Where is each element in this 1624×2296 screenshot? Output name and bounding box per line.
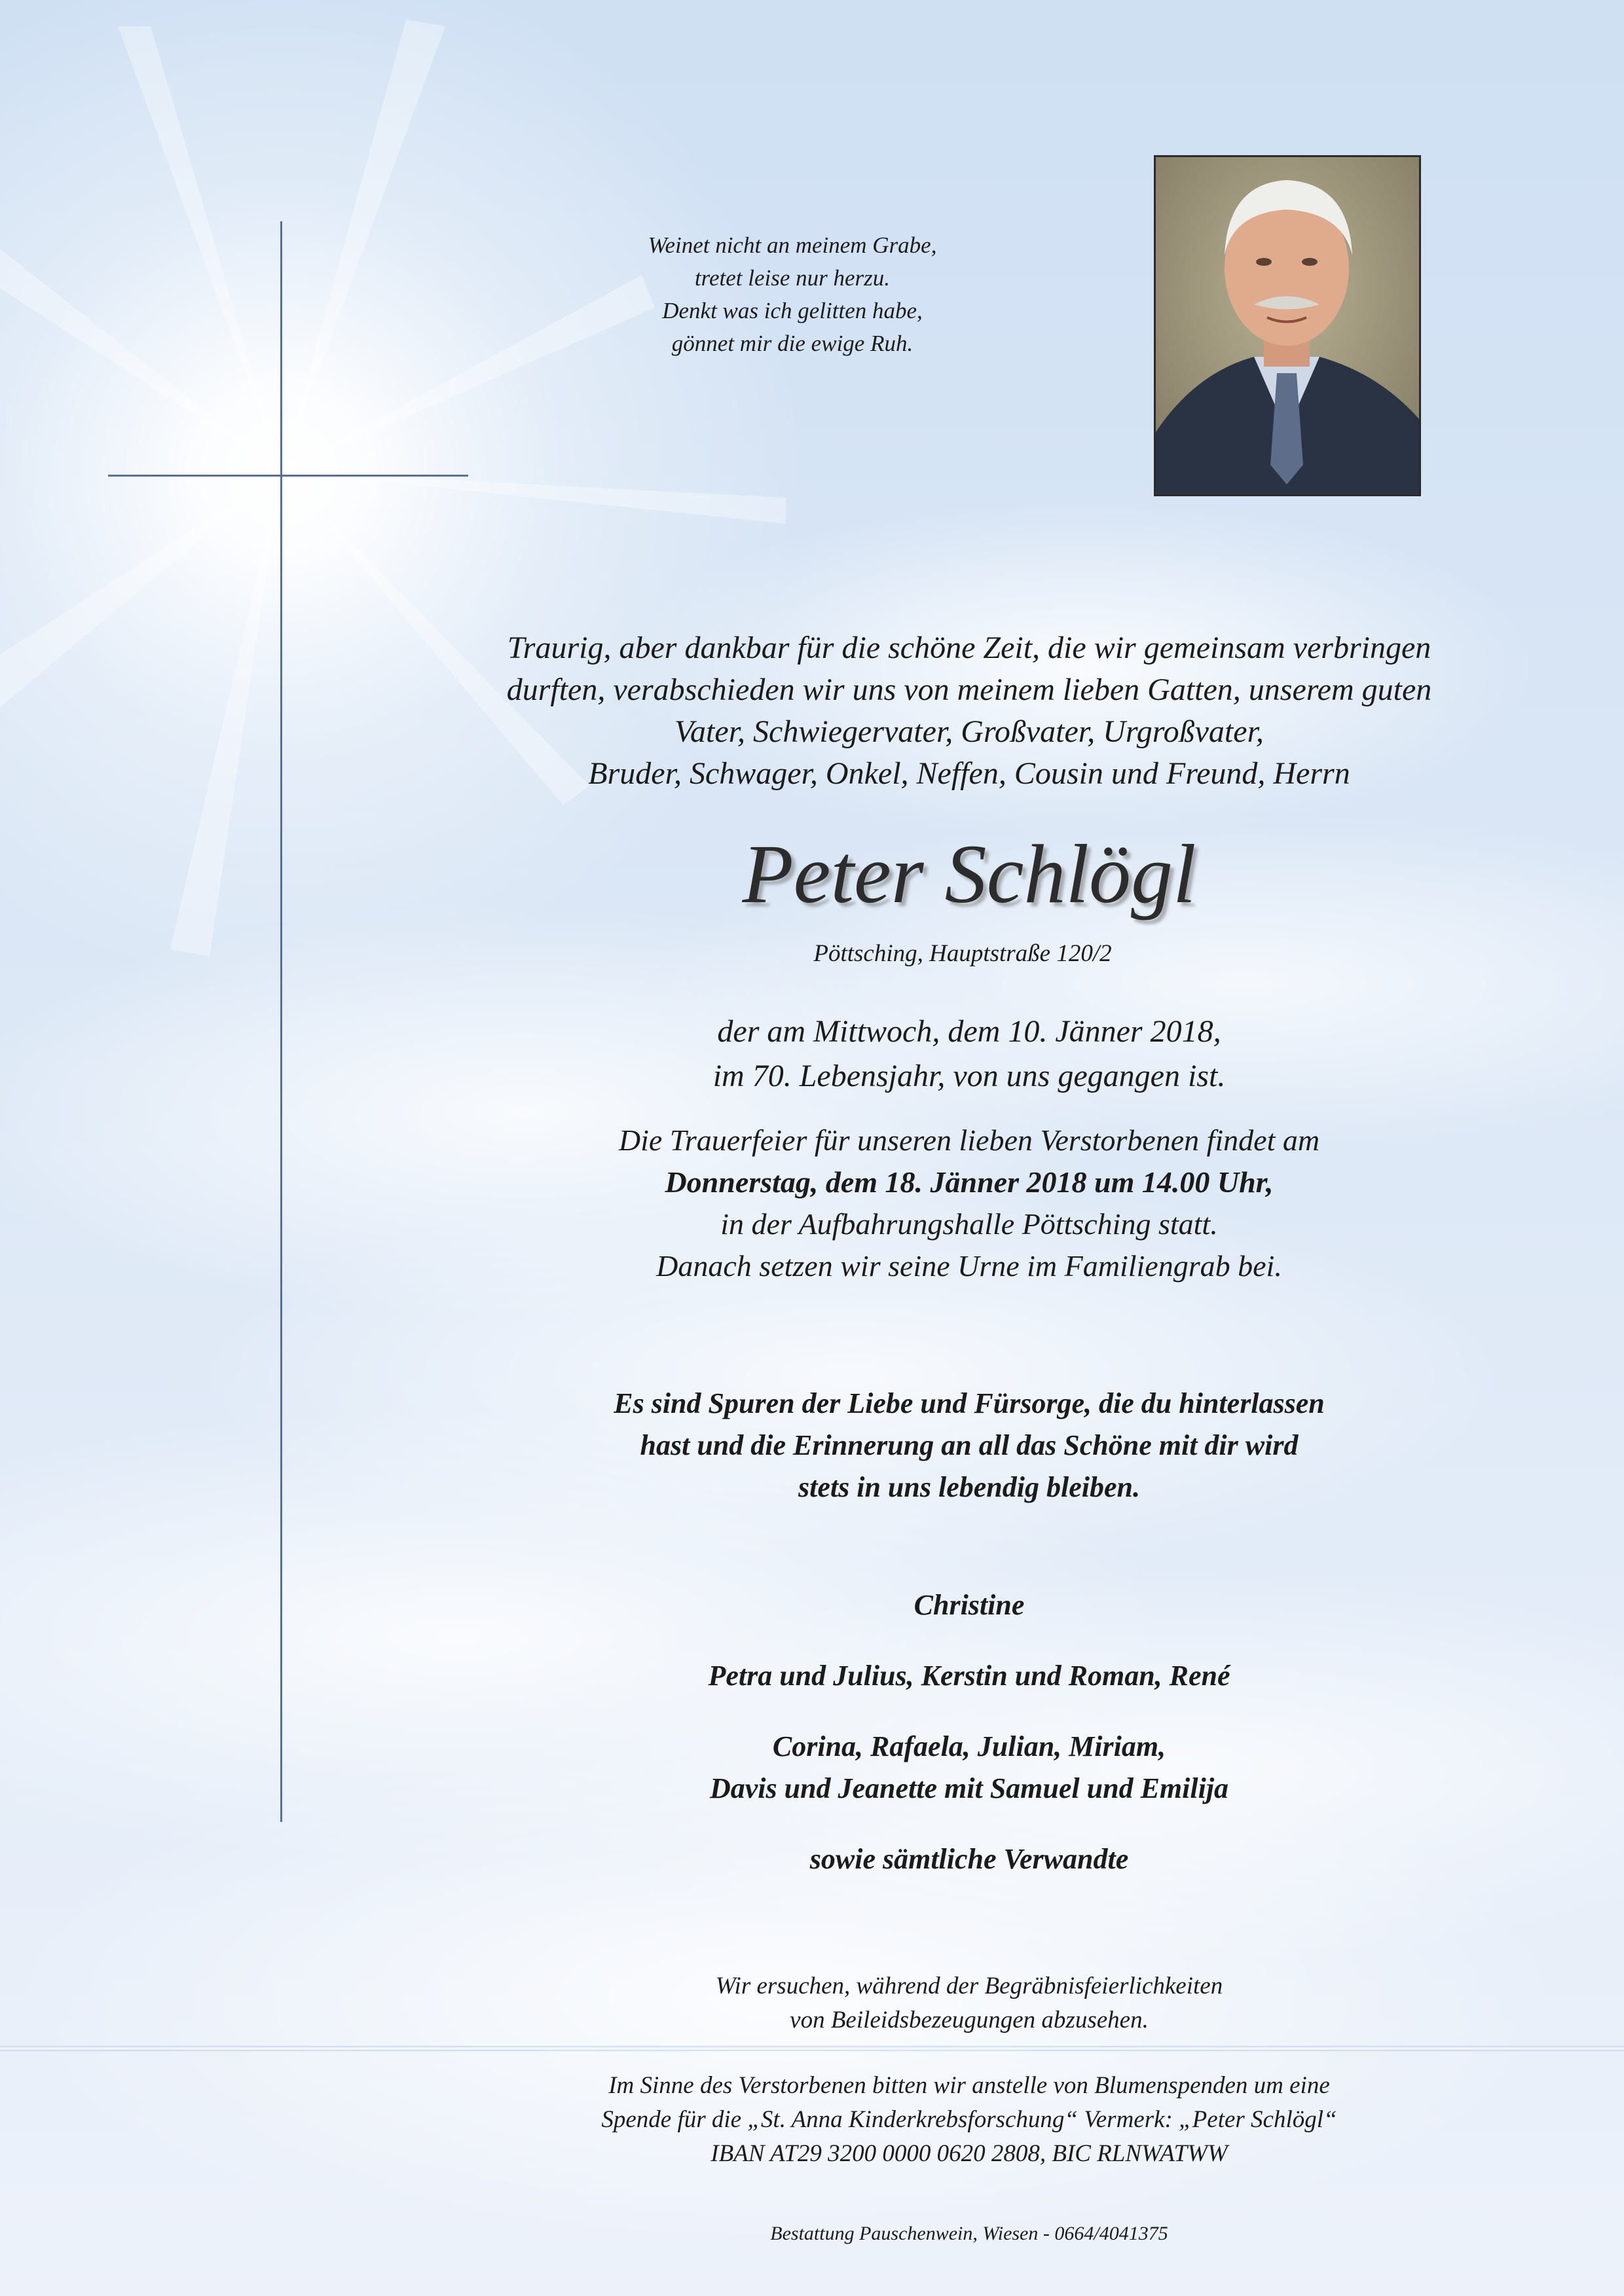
intro-line: Vater, Schwiegervater, Großvater, Urgroßvater, — [674, 714, 1264, 749]
cross-horizontal-bar — [108, 475, 468, 477]
mourner-spouse: Christine — [913, 1589, 1025, 1621]
donation-line: IBAN AT29 3200 0000 0620 2808, BIC RLNWATWW — [710, 2140, 1228, 2167]
death-line: im 70. Lebensjahr, von uns gegangen ist. — [712, 1059, 1226, 1093]
cross-vertical-bar — [280, 221, 282, 1822]
mourner-children: Petra und Julius, Kerstin und Roman, René — [708, 1660, 1230, 1692]
quote-line: Es sind Spuren der Liebe und Fürsorge, die du hinterlassen — [614, 1387, 1325, 1419]
grandchildren-line: Davis und Jeanette mit Samuel und Emilija — [709, 1772, 1229, 1804]
funeral-burial: Danach setzen wir seine Urne im Familiengrab bei. — [656, 1249, 1282, 1283]
memorial-quote — [471, 1383, 1467, 1508]
grandchildren-line: Corina, Rafaela, Julian, Miriam, — [772, 1730, 1166, 1762]
funeral-line: Die Trauerfeier für unseren lieben Verstorbenen findet am — [618, 1123, 1320, 1157]
death-notice — [524, 1010, 1414, 1099]
condolence-request — [589, 1969, 1349, 2037]
portrait-photo — [1154, 155, 1421, 496]
donation-line: Im Sinne des Verstorbenen bitten wir anstelle von Blumenspenden um eine — [608, 2072, 1330, 2099]
funeral-date: Donnerstag, dem 18. Jänner 2018 um 14.00 Uhr, — [665, 1165, 1274, 1199]
quote-line: stets in uns lebendig bleiben. — [798, 1471, 1140, 1503]
funeral-home-footer: Bestattung Pauschenwein, Wiesen - 0664/4041375 — [770, 2223, 1168, 2244]
funeral-location: in der Aufbahrungshalle Pöttsching statt. — [720, 1207, 1218, 1241]
section-divider — [0, 2046, 1624, 2051]
memorial-verse — [544, 229, 1041, 360]
request-line: Wir ersuchen, während der Begräbnisfeierlichkeiten — [715, 1973, 1223, 1999]
portrait-image — [1156, 157, 1419, 494]
donation-line: Spende für die „St. Anna Kinderkrebsforschung“ Vermerk: „Peter Schlögl“ — [601, 2106, 1337, 2133]
verse-line: tretet leise nur herzu. — [694, 265, 891, 291]
donation-request — [471, 2069, 1467, 2171]
mourners-list — [537, 1584, 1401, 1909]
verse-line: Weinet nicht an meinem Grabe, — [648, 232, 937, 258]
verse-line: gönnet mir die ewige Ruh. — [671, 331, 913, 356]
intro-line: Bruder, Schwager, Onkel, Neffen, Cousin und Freund, Herrn — [588, 756, 1350, 791]
death-line: der am Mittwoch, dem 10. Jänner 2018, — [717, 1014, 1221, 1049]
funeral-details — [485, 1120, 1454, 1287]
intro-line: Traurig, aber dankbar für die schöne Zeit, die wir gemeinsam verbringen — [507, 630, 1431, 665]
request-line: von Beileidsbezeugungen abzusehen. — [790, 2007, 1149, 2033]
deceased-name: Peter Schlögl — [742, 828, 1196, 920]
mourner-relatives: sowie sämtliche Verwandte — [809, 1843, 1129, 1875]
mourner-grandchildren — [537, 1726, 1401, 1810]
verse-line: Denkt was ich gelitten habe, — [662, 298, 923, 323]
intro-text — [419, 627, 1519, 795]
deceased-address: Pöttsching, Hauptstraße 120/2 — [813, 940, 1112, 967]
quote-line: hast und die Erinnerung an all das Schöne mit dir wird — [640, 1429, 1299, 1461]
intro-line: durften, verabschieden wir uns von meinem lieben Gatten, unserem guten — [506, 672, 1432, 707]
